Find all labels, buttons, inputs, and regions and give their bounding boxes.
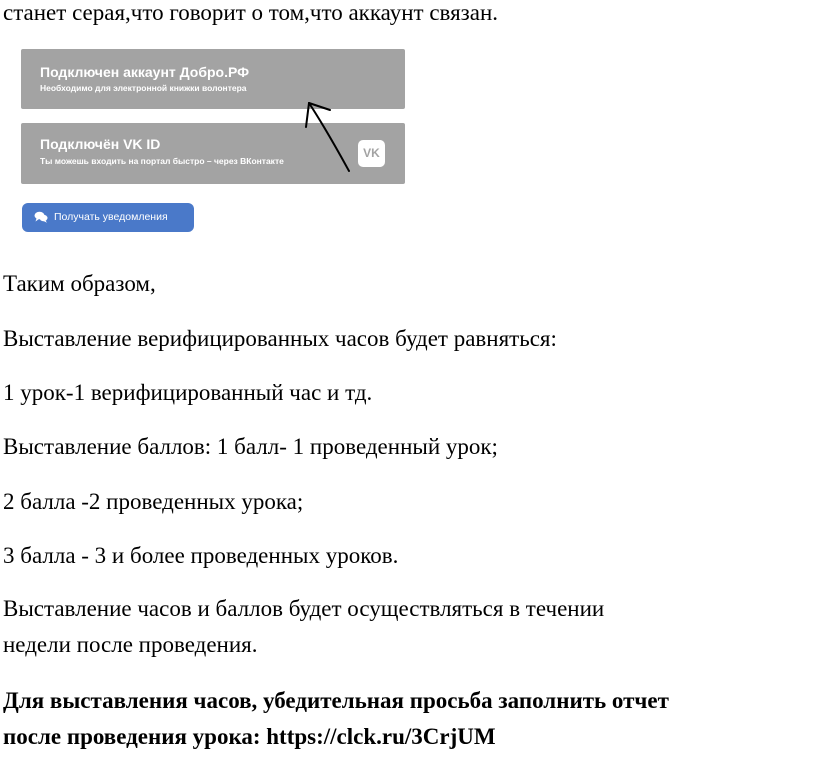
three-points-line: 3 балла - 3 и более проведенных уроков. — [3, 543, 399, 568]
lesson-hour-line: 1 урок-1 верифицированный час и тд. — [3, 380, 373, 405]
vk-id-card[interactable] — [21, 123, 405, 184]
get-notifications-button[interactable] — [22, 203, 194, 232]
verified-hours-line: Выставление верифицированных часов будет равняться: — [3, 326, 557, 351]
vk-logo-icon: VK — [358, 140, 385, 167]
dobro-card-title: Подключен аккаунт Добро.РФ — [40, 64, 250, 80]
two-points-line: 2 балла -2 проведенных урока; — [3, 489, 304, 514]
dobro-account-card[interactable] — [21, 49, 405, 109]
points-line: Выставление баллов: 1 балл- 1 проведенный урок; — [3, 434, 498, 459]
timing-line-2: недели после проведения. — [3, 632, 258, 657]
report-request-line-2: после проведения урока: https://clck.ru/3CrjUM — [3, 724, 496, 749]
intro-line: станет серая,что говорит о том,что аккаунт связан. — [3, 0, 499, 25]
thus-line: Таким образом, — [3, 271, 156, 296]
timing-line-1: Выставление часов и баллов будет осуществляться в течении — [3, 596, 605, 621]
vk-card-subtitle: Ты можешь входить на портал быстро – через ВКонтакте — [40, 156, 284, 166]
vk-card-title: Подключён VK ID — [40, 136, 161, 152]
chat-bubbles-icon — [34, 211, 48, 223]
report-request-line-1: Для выставления часов, убедительная просьба заполнить отчет — [3, 688, 669, 713]
dobro-card-subtitle: Необходимо для электронной книжки волонтера — [40, 83, 247, 93]
get-notifications-label: Получать уведомления — [54, 211, 168, 223]
